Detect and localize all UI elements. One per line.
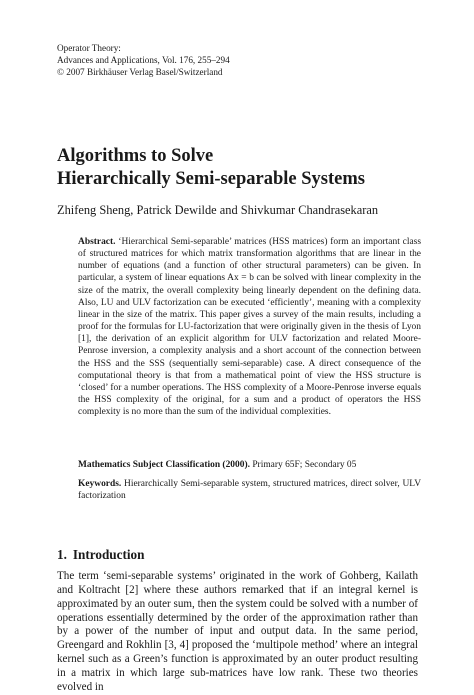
author-list: Zhifeng Sheng, Patrick Dewilde and Shivkumar Chandrasekaran — [57, 203, 379, 217]
subject-classification-label: Mathematics Subject Classification (2000). — [78, 460, 250, 470]
keywords-text: Hierarchically Semi-separable system, structured matrices, direct solver, ULV factorization — [78, 479, 422, 502]
keywords-label: Keywords. — [78, 479, 122, 489]
paper-title-line-2: Hierarchically Semi-separable Systems — [57, 169, 365, 189]
paper-title — [57, 145, 437, 191]
subject-classification — [78, 459, 421, 471]
subject-classification-text: Primary 65F; Secondary 05 — [252, 460, 357, 470]
section-title-text: Introduction — [72, 547, 145, 562]
journal-header-line-1: Operator Theory: — [57, 43, 121, 53]
abstract-label: Abstract. — [78, 237, 116, 247]
introduction-paragraph: The term ‘semi-separable systems’ originated in the work of Gohberg, Kailath and Koltracht [2] where these authors remarked that if an integral kernel is approximated by an outer sum, then the system could be solved with a number of operations essentially determined by the order of the approximation rather than by a power of the number of input and output data. In the same period, Greengard and Rokhlin [3, 4] proposed the ‘multipole method’ where an integral kernel such as a Green’s function is approximated by an outer product resulting in a matrix in which large sub-matrices have low rank. These two theories evolved in — [57, 570, 418, 693]
abstract-text: ‘Hierarchical Semi-separable’ matrices (HSS matrices) form an important class of structured matrices for which matrix transformation algorithms that are linear in the number of equations (and a function of other structural parameters) can be given. In particular, a system of linear equations Ax = b can be solved with linear complexity in the size of the matrix, the overall complexity being linearly dependent on the defining data. Also, LU and ULV factorization can be executed ‘efficiently’, meaning with a complexity linear in the size of the matrix. This paper gives a survey of the main results, including a proof for the formulas for LU-factorization that were originally given in the thesis of Lyon [1], the derivation of an explicit algorithm for ULV factorization and related Moore-Penrose inversion, a complexity analysis and a short account of the connection between the HSS and the SSS (sequentially semi-separable) case. A direct consequence of the computational theory is that from a mathematical point of view the HSS structure is ‘closed’ for a number operations. The HSS complexity of a Moore-Penrose inverse equals the HSS complexity of the original, for a sum and a product of operators the HSS complexity is no more than the sum of the individual complexities. — [78, 237, 421, 418]
journal-header-line-2: Advances and Applications, Vol. 176, 255–294 — [57, 55, 230, 65]
keywords — [78, 478, 421, 502]
journal-header-line-3: © 2007 Birkhäuser Verlag Basel/Switzerland — [57, 67, 223, 77]
abstract — [78, 236, 421, 418]
section-heading — [57, 547, 144, 563]
section-number: 1. — [57, 547, 67, 562]
journal-header — [57, 42, 357, 78]
paper-title-line-1: Algorithms to Solve — [57, 146, 214, 166]
